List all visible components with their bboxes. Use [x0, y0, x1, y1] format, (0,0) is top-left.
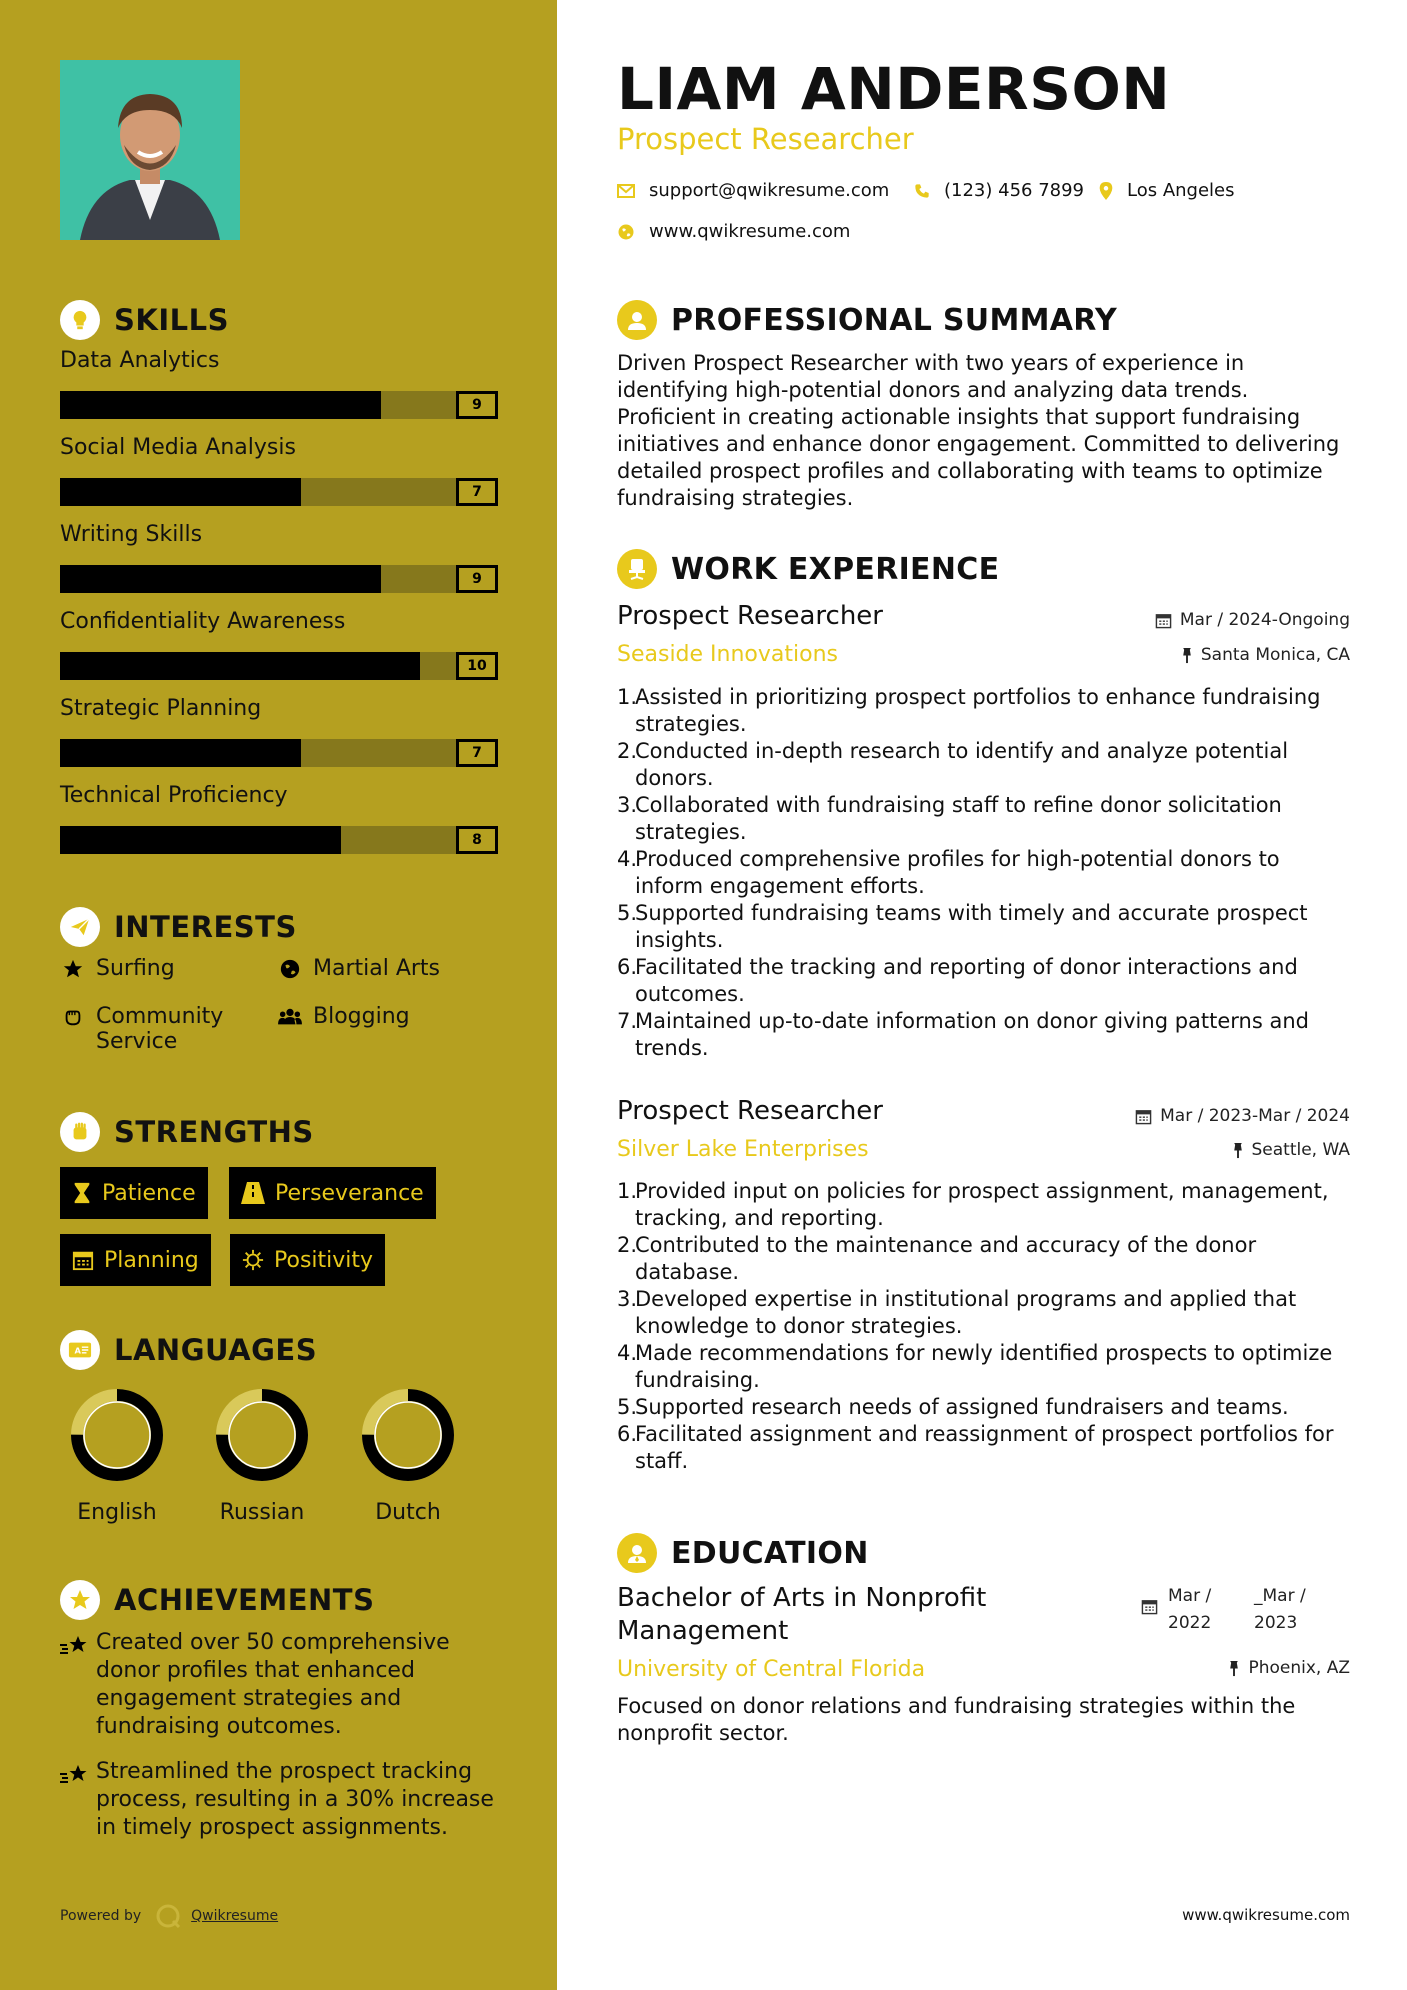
bullet-number: 6.: [617, 1422, 638, 1446]
bullet-item: [617, 954, 1350, 1008]
strength-badge: [230, 1234, 385, 1286]
bullet-text: Made recommendations for newly identified prospects to optimize fundraising.: [635, 1341, 1333, 1392]
powered-prefix: Powered by: [60, 1908, 142, 1924]
achievement-item: [60, 1629, 500, 1741]
strength-badge: [229, 1167, 436, 1219]
skill-label: Strategic Planning: [60, 696, 262, 721]
phone-icon: [914, 183, 930, 199]
bullet-item: [617, 900, 1350, 954]
education-location-text: Phoenix, AZ: [1248, 1658, 1350, 1678]
globe-icon: [277, 956, 303, 980]
job-company: Silver Lake Enterprises: [617, 1137, 869, 1162]
calendar-icon: [1155, 612, 1172, 629]
skill-bar: [60, 652, 498, 680]
bullet-number: 2.: [617, 739, 638, 763]
skill-bar: [60, 826, 498, 854]
interest-item: [277, 1004, 410, 1029]
language-ring: [212, 1385, 312, 1489]
bullet-item: [617, 1340, 1350, 1394]
achievement-text: Created over 50 comprehensive donor profiles that enhanced engagement strategies and fundraising outcomes.: [96, 1630, 450, 1739]
qwikresume-logo-icon: [155, 1903, 181, 1929]
user-icon: [617, 300, 657, 340]
bullet-item: [617, 1232, 1350, 1286]
job-location-text: Seattle, WA: [1251, 1140, 1350, 1160]
road-icon: [241, 1182, 265, 1204]
envelope-icon: [617, 184, 635, 198]
interest-label: Martial Arts: [313, 956, 441, 981]
bullet-number: 5.: [617, 901, 638, 925]
experience-header: [617, 549, 999, 589]
bullet-number: 1.: [617, 1179, 638, 1203]
interest-label: Community Service: [96, 1004, 224, 1054]
bullet-text: Developed expertise in institutional programs and applied that knowledge to donor strategies.: [635, 1287, 1297, 1338]
job-bullets: [617, 684, 1350, 1062]
strength-badge: [60, 1234, 211, 1286]
calendar-icon: [1141, 1583, 1158, 1637]
users-icon: [277, 1004, 303, 1028]
star-icon: [60, 956, 86, 980]
bullet-number: 5.: [617, 1395, 638, 1419]
skill-bar-fill: [60, 652, 420, 680]
skill-bar-fill: [60, 391, 381, 419]
skill-score: 8: [456, 826, 498, 854]
skill-label: Technical Proficiency: [60, 783, 288, 808]
paper-plane-icon: [60, 907, 100, 947]
bullet-item: [617, 1286, 1350, 1340]
skill-score: 9: [456, 391, 498, 419]
language-ring: [358, 1385, 458, 1489]
skill-bar: [60, 739, 498, 767]
shooting-star-icon: [60, 1629, 96, 1663]
bullet-number: 1.: [617, 685, 638, 709]
job-title: Prospect Researcher: [617, 601, 883, 631]
contact-website: [617, 221, 850, 242]
language-label: Dutch: [375, 1500, 441, 1525]
skill-score: 10: [456, 652, 498, 680]
education-description: Focused on donor relations and fundraising strategies within the nonprofit sector.: [617, 1694, 1296, 1745]
phone-text[interactable]: (123) 456 7899: [944, 180, 1085, 201]
footer-url[interactable]: www.qwikresume.com: [1182, 1906, 1350, 1924]
contact-email: [617, 180, 889, 201]
skills-header: [60, 300, 229, 340]
bullet-text: Produced comprehensive profiles for high-potential donors to inform engagement efforts.: [635, 847, 1280, 898]
interests-header: [60, 907, 297, 947]
sidebar: [0, 0, 557, 1990]
skill-label: Data Analytics: [60, 348, 220, 373]
bullet-text: Assisted in prioritizing prospect portfolios to enhance fundraising strategies.: [635, 685, 1321, 736]
bullet-text: Provided input on policies for prospect assignment, management, tracking, and reporting.: [635, 1179, 1329, 1230]
strength-label: Planning: [104, 1247, 199, 1273]
language-ring: [67, 1385, 167, 1489]
candidate-role: Prospect Researcher: [617, 122, 914, 156]
profile-photo: [60, 60, 240, 240]
bullet-text: Facilitated assignment and reassignment of prospect portfolios for staff.: [635, 1422, 1334, 1473]
summary-title: PROFESSIONAL SUMMARY: [671, 302, 1118, 338]
achievement-item: [60, 1758, 500, 1842]
svg-text:A: A: [74, 1345, 81, 1356]
map-pin-icon: [1099, 182, 1113, 200]
bullet-item: [617, 1394, 1350, 1421]
office-chair-icon: [617, 549, 657, 589]
skills-title: SKILLS: [114, 303, 229, 337]
strengths-header: [60, 1112, 314, 1152]
interest-label: Surfing: [96, 956, 175, 981]
contact-location: [1099, 180, 1235, 201]
sun-icon: [242, 1249, 264, 1271]
achievements-header: [60, 1580, 374, 1620]
bullet-item: [617, 1008, 1350, 1062]
education-location: [1228, 1658, 1350, 1678]
bullet-text: Supported fundraising teams with timely and accurate prospect insights.: [635, 901, 1308, 952]
job-location: [1181, 645, 1350, 665]
job-date-text: Mar / 2023-Mar / 2024: [1160, 1106, 1350, 1126]
skill-bar: [60, 478, 498, 506]
candidate-name: LIAM ANDERSON: [617, 55, 1171, 123]
summary-header: [617, 300, 1117, 340]
bullet-number: 3.: [617, 1287, 638, 1311]
languages-title: LANGUAGES: [114, 1333, 318, 1367]
bullet-text: Facilitated the tracking and reporting of donor interactions and outcomes.: [635, 955, 1298, 1006]
strength-label: Positivity: [274, 1247, 374, 1273]
bullet-text: Conducted in-depth research to identify and analyze potential donors.: [635, 739, 1289, 790]
bullet-item: [617, 1178, 1350, 1232]
job-bullets: [617, 1178, 1350, 1475]
job-company: Seaside Innovations: [617, 642, 838, 667]
skill-score: 9: [456, 565, 498, 593]
email-text[interactable]: support@qwikresume.com: [649, 180, 890, 201]
interest-item: [277, 956, 440, 981]
bullet-item: [617, 846, 1350, 900]
pushpin-icon: [1232, 1142, 1244, 1159]
achievement-text: Streamlined the prospect tracking process, resulting in a 30% increase in timely prospect assignments.: [96, 1759, 494, 1840]
experience-title: WORK EXPERIENCE: [671, 551, 1000, 587]
lightbulb-icon: [60, 300, 100, 340]
contact-phone: [914, 180, 1084, 201]
interest-item: [60, 956, 175, 981]
job-location: [1232, 1140, 1351, 1160]
education-date: [1141, 1583, 1312, 1637]
strengths-title: STRENGTHS: [114, 1115, 314, 1149]
summary-text: Driven Prospect Researcher with two years of experience in identifying high-potential donors and analyzing data trends. Proficient in creating actionable insights that support fundraising initiatives and enhance donor engagement. Committed to delivering detailed prospect profiles and collaborating with teams to optimize fundraising strategies.: [617, 351, 1340, 510]
education-date-start: Mar / 2022: [1168, 1586, 1212, 1633]
skill-bar: [60, 565, 498, 593]
skill-bar-fill: [60, 478, 301, 506]
bullet-number: 3.: [617, 793, 638, 817]
fist-icon: [60, 1112, 100, 1152]
pushpin-icon: [1228, 1660, 1240, 1677]
interests-title: INTERESTS: [114, 910, 297, 944]
bullet-number: 7.: [617, 1009, 638, 1033]
language-card-icon: [60, 1330, 100, 1370]
pushpin-icon: [1181, 647, 1193, 664]
education-school: University of Central Florida: [617, 1657, 926, 1682]
bullet-item: [617, 1421, 1350, 1475]
skill-bar-fill: [60, 565, 381, 593]
skill-label: Writing Skills: [60, 522, 203, 547]
language-label: English: [77, 1500, 157, 1525]
skill-label: Confidentiality Awareness: [60, 609, 346, 634]
job-location-text: Santa Monica, CA: [1200, 645, 1350, 665]
job-date-text: Mar / 2024-Ongoing: [1179, 610, 1350, 630]
graduate-icon: [617, 1533, 657, 1573]
globe-icon: [617, 223, 635, 241]
job-date: [1135, 1106, 1350, 1126]
calendar-icon: [72, 1249, 94, 1271]
achievements-title: ACHIEVEMENTS: [114, 1583, 375, 1617]
bullet-number: 6.: [617, 955, 638, 979]
shooting-star-icon: [60, 1758, 96, 1792]
education-header: [617, 1533, 869, 1573]
language-label: Russian: [219, 1500, 305, 1525]
bullet-number: 4.: [617, 1341, 638, 1365]
qwikresume-link[interactable]: Qwikresume: [191, 1908, 279, 1924]
skill-bar-fill: [60, 739, 301, 767]
bullet-item: [617, 738, 1350, 792]
interest-label: Blogging: [313, 1004, 410, 1029]
hand-icon: [60, 1004, 86, 1028]
main-content: [617, 0, 1350, 1990]
bullet-number: 4.: [617, 847, 638, 871]
interest-item: [60, 1004, 260, 1054]
powered-by: [60, 1903, 278, 1929]
bullet-item: [617, 792, 1350, 846]
bullet-number: 2.: [617, 1233, 638, 1257]
skill-score: 7: [456, 478, 498, 506]
education-degree: Bachelor of Arts in Nonprofit Management: [617, 1583, 987, 1646]
job-date: [1155, 610, 1350, 630]
skill-bar-fill: [60, 826, 341, 854]
bullet-item: [617, 684, 1350, 738]
languages-header: [60, 1330, 317, 1370]
education-title: EDUCATION: [671, 1535, 869, 1571]
bullet-text: Collaborated with fundraising staff to refine donor solicitation strategies.: [635, 793, 1282, 844]
skill-bar: [60, 391, 498, 419]
bullet-text: Supported research needs of assigned fundraisers and teams.: [635, 1395, 1289, 1419]
education-date-end: _Mar / 2023: [1254, 1586, 1306, 1633]
hourglass-icon: [72, 1182, 92, 1204]
calendar-icon: [1135, 1108, 1152, 1125]
star-badge-icon: [60, 1580, 100, 1620]
skill-label: Social Media Analysis: [60, 435, 296, 460]
bullet-text: Maintained up-to-date information on donor giving patterns and trends.: [635, 1009, 1309, 1060]
location-text: Los Angeles: [1127, 180, 1235, 201]
job-title: Prospect Researcher: [617, 1096, 883, 1126]
strength-badge: [60, 1167, 208, 1219]
skill-score: 7: [456, 739, 498, 767]
website-text[interactable]: www.qwikresume.com: [649, 221, 851, 242]
strength-label: Perseverance: [275, 1180, 424, 1206]
strength-label: Patience: [102, 1180, 196, 1206]
bullet-text: Contributed to the maintenance and accuracy of the donor database.: [635, 1233, 1257, 1284]
